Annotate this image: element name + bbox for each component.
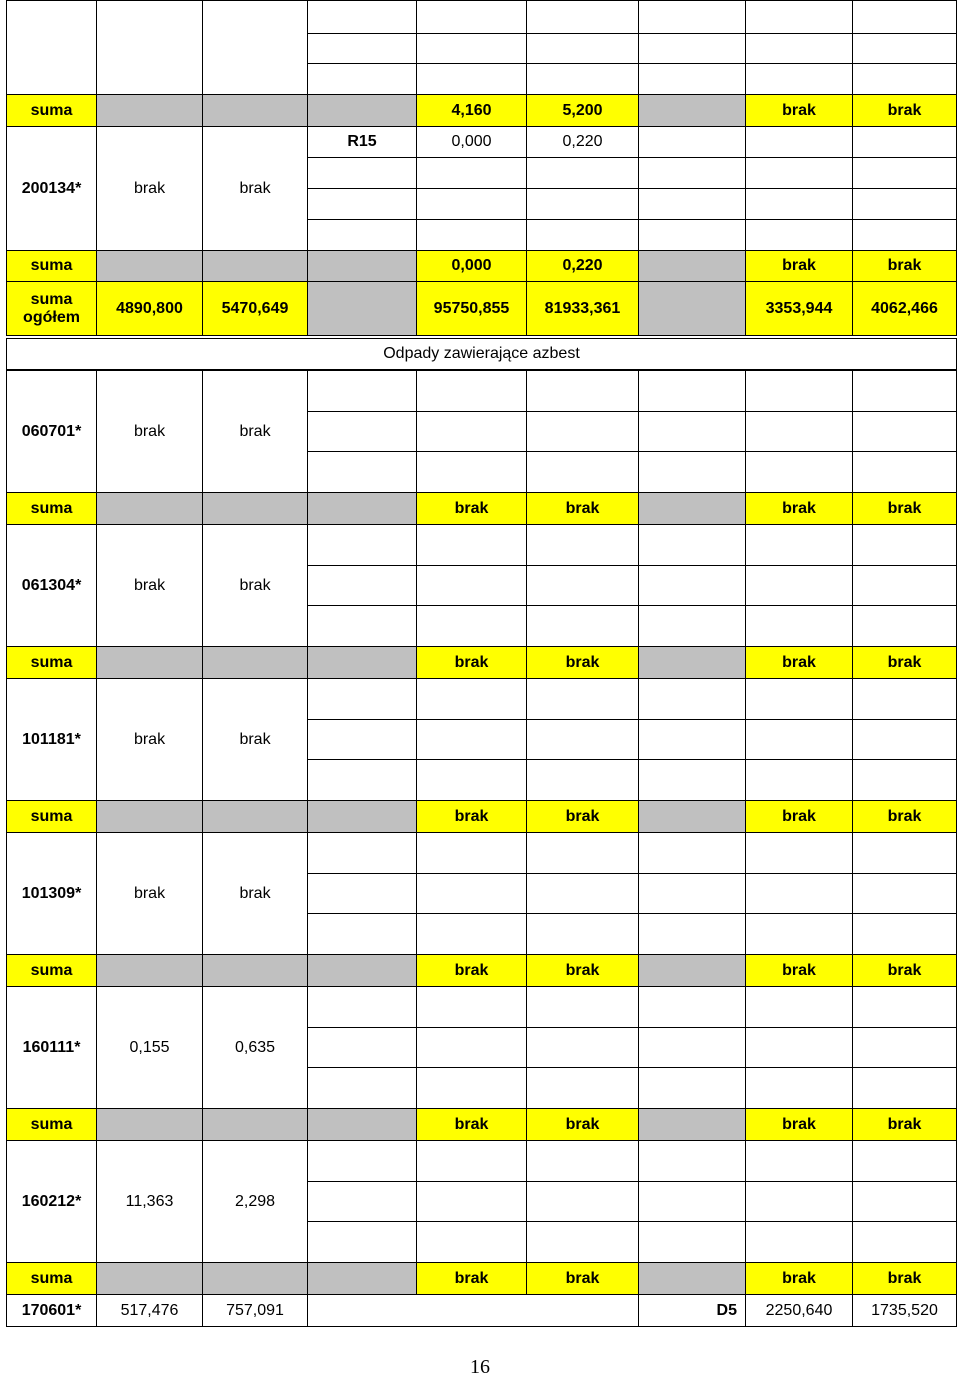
empty-cell bbox=[416, 219, 527, 251]
total-value: 3353,944 bbox=[745, 281, 853, 336]
empty-cell bbox=[307, 719, 417, 761]
value-a: brak bbox=[96, 126, 203, 251]
suma-value: brak bbox=[745, 1108, 853, 1141]
empty-cell bbox=[852, 126, 957, 158]
suma-label: suma bbox=[6, 1108, 97, 1141]
waste-code: 170601* bbox=[6, 1294, 97, 1327]
empty-cell bbox=[416, 188, 527, 220]
empty-cell bbox=[307, 188, 417, 220]
suma-value: brak bbox=[852, 954, 957, 987]
empty-cell bbox=[307, 219, 417, 251]
gray-cell bbox=[96, 1108, 203, 1141]
empty-cell bbox=[307, 986, 417, 1028]
gray-cell bbox=[202, 954, 308, 987]
empty-cell bbox=[416, 1140, 527, 1182]
suma-value: brak bbox=[416, 646, 527, 679]
suma-total-label: suma ogółem bbox=[6, 281, 97, 336]
empty-cell bbox=[416, 913, 527, 955]
suma-value: brak bbox=[852, 492, 957, 525]
gray-cell bbox=[96, 1262, 203, 1295]
suma-value: brak bbox=[745, 646, 853, 679]
empty-cell bbox=[307, 524, 417, 566]
suma-value: brak bbox=[526, 800, 639, 833]
empty-cell bbox=[307, 1027, 417, 1069]
empty-cell bbox=[745, 219, 853, 251]
value-b: brak bbox=[202, 126, 308, 251]
empty-cell bbox=[852, 565, 957, 607]
suma-value: 0,000 bbox=[416, 250, 527, 282]
waste-code: 101309* bbox=[6, 832, 97, 955]
suma-value: brak bbox=[745, 1262, 853, 1295]
gray-cell bbox=[638, 492, 746, 525]
empty-cell bbox=[745, 565, 853, 607]
suma-value: brak bbox=[416, 1262, 527, 1295]
gray-cell bbox=[638, 281, 746, 336]
empty-cell bbox=[307, 832, 417, 874]
empty-cell bbox=[526, 678, 639, 720]
section-title: Odpady zawierające azbest bbox=[6, 338, 957, 370]
empty-cell bbox=[638, 605, 746, 647]
gray-cell bbox=[96, 94, 203, 127]
value-a: 0,155 bbox=[96, 986, 203, 1109]
empty-cell bbox=[307, 605, 417, 647]
empty-cell bbox=[526, 1181, 639, 1223]
gray-cell bbox=[307, 281, 417, 336]
empty-cell bbox=[638, 219, 746, 251]
empty-cell bbox=[416, 370, 527, 412]
empty-cell bbox=[745, 1067, 853, 1109]
value-b: brak bbox=[202, 678, 308, 801]
empty-cell bbox=[638, 1140, 746, 1182]
empty-cell bbox=[745, 451, 853, 493]
gray-cell bbox=[307, 250, 417, 282]
empty-cell bbox=[638, 873, 746, 915]
empty-cell bbox=[638, 524, 746, 566]
empty-cell bbox=[416, 1181, 527, 1223]
gray-cell bbox=[307, 954, 417, 987]
empty-cell bbox=[307, 1140, 417, 1182]
empty-cell bbox=[416, 873, 527, 915]
process-code: D5 bbox=[638, 1294, 746, 1327]
empty-cell bbox=[307, 1067, 417, 1109]
empty-cell bbox=[745, 759, 853, 801]
empty-cell bbox=[638, 986, 746, 1028]
empty-cell bbox=[745, 411, 853, 453]
waste-code: 101181* bbox=[6, 678, 97, 801]
value: 0,220 bbox=[526, 126, 639, 158]
empty-cell bbox=[852, 1221, 957, 1263]
empty-cell bbox=[416, 719, 527, 761]
suma-value: brak bbox=[745, 800, 853, 833]
gray-cell bbox=[202, 646, 308, 679]
empty-cell bbox=[307, 1181, 417, 1223]
suma-label: suma bbox=[6, 492, 97, 525]
suma-value: 4,160 bbox=[416, 94, 527, 127]
empty-cell bbox=[307, 759, 417, 801]
gray-cell bbox=[638, 94, 746, 127]
gray-cell bbox=[638, 1108, 746, 1141]
value-b: 757,091 bbox=[202, 1294, 308, 1327]
empty-cell bbox=[638, 411, 746, 453]
empty-cell bbox=[745, 913, 853, 955]
gray-cell bbox=[307, 1262, 417, 1295]
empty-cell bbox=[745, 1181, 853, 1223]
empty-cell bbox=[852, 157, 957, 189]
empty-cell bbox=[852, 605, 957, 647]
gray-cell bbox=[638, 1262, 746, 1295]
empty-cell bbox=[526, 759, 639, 801]
gray-cell bbox=[202, 1108, 308, 1141]
suma-value: brak bbox=[526, 492, 639, 525]
suma-label: suma bbox=[6, 1262, 97, 1295]
gray-cell bbox=[96, 954, 203, 987]
total-value: 81933,361 bbox=[526, 281, 639, 336]
value-a: 11,363 bbox=[96, 1140, 203, 1263]
empty-cell bbox=[416, 33, 527, 64]
empty-cell bbox=[526, 451, 639, 493]
value: 2250,640 bbox=[745, 1294, 853, 1327]
gray-cell bbox=[202, 492, 308, 525]
waste-code: 061304* bbox=[6, 524, 97, 647]
empty-cell bbox=[745, 986, 853, 1028]
empty-cell bbox=[416, 1221, 527, 1263]
empty-cell bbox=[638, 126, 746, 158]
gray-cell bbox=[202, 250, 308, 282]
empty-cell bbox=[745, 157, 853, 189]
empty-cell bbox=[416, 759, 527, 801]
empty-cell bbox=[638, 188, 746, 220]
empty-cell bbox=[526, 370, 639, 412]
empty-cell bbox=[526, 873, 639, 915]
empty-cell bbox=[638, 33, 746, 64]
empty-cell bbox=[307, 370, 417, 412]
empty-cell bbox=[416, 832, 527, 874]
value-a: brak bbox=[96, 370, 203, 493]
page-number: 16 bbox=[470, 1356, 490, 1378]
total-value: 4890,800 bbox=[96, 281, 203, 336]
empty-cell bbox=[416, 451, 527, 493]
empty-cell bbox=[526, 219, 639, 251]
suma-value: 0,220 bbox=[526, 250, 639, 282]
empty-cell bbox=[526, 524, 639, 566]
gray-cell bbox=[307, 646, 417, 679]
empty-cell bbox=[852, 719, 957, 761]
empty-cell bbox=[416, 63, 527, 95]
empty-cell bbox=[638, 1221, 746, 1263]
empty-cell bbox=[852, 1027, 957, 1069]
waste-code: 160111* bbox=[6, 986, 97, 1109]
empty-cell bbox=[416, 1027, 527, 1069]
suma-value: brak bbox=[745, 492, 853, 525]
value-a: brak bbox=[96, 524, 203, 647]
empty-cell bbox=[307, 1221, 417, 1263]
empty-cell bbox=[416, 411, 527, 453]
empty-cell bbox=[638, 370, 746, 412]
gray-cell bbox=[638, 954, 746, 987]
empty-cell bbox=[745, 126, 853, 158]
empty-cell bbox=[745, 1221, 853, 1263]
suma-value: brak bbox=[852, 1108, 957, 1141]
gray-cell bbox=[202, 1262, 308, 1295]
empty-cell bbox=[526, 188, 639, 220]
value: 0,000 bbox=[416, 126, 527, 158]
value-b: 2,298 bbox=[202, 1140, 308, 1263]
empty-cell bbox=[852, 913, 957, 955]
empty-cell bbox=[745, 33, 853, 64]
empty-cell bbox=[638, 1181, 746, 1223]
empty-cell bbox=[852, 1181, 957, 1223]
value-b: brak bbox=[202, 524, 308, 647]
empty-cell bbox=[307, 873, 417, 915]
suma-label: suma bbox=[6, 800, 97, 833]
empty-cell bbox=[852, 63, 957, 95]
empty-cell bbox=[526, 1027, 639, 1069]
suma-value: brak bbox=[526, 646, 639, 679]
gray-cell bbox=[638, 800, 746, 833]
suma-label: suma bbox=[6, 94, 97, 127]
empty-cell bbox=[96, 0, 203, 95]
value: 1735,520 bbox=[852, 1294, 957, 1327]
empty-cell bbox=[852, 188, 957, 220]
empty-cell bbox=[745, 873, 853, 915]
empty-cell bbox=[307, 1294, 639, 1327]
value-b: 0,635 bbox=[202, 986, 308, 1109]
empty-cell bbox=[745, 605, 853, 647]
gray-cell bbox=[202, 94, 308, 127]
empty-cell bbox=[416, 605, 527, 647]
empty-cell bbox=[307, 451, 417, 493]
empty-cell bbox=[852, 832, 957, 874]
gray-cell bbox=[307, 94, 417, 127]
gray-cell bbox=[307, 492, 417, 525]
suma-value: brak bbox=[416, 492, 527, 525]
empty-cell bbox=[526, 913, 639, 955]
total-value: 5470,649 bbox=[202, 281, 308, 336]
empty-cell bbox=[745, 370, 853, 412]
empty-cell bbox=[526, 33, 639, 64]
waste-code: 200134* bbox=[6, 126, 97, 251]
gray-cell bbox=[96, 250, 203, 282]
suma-value: brak bbox=[416, 1108, 527, 1141]
empty-cell bbox=[852, 873, 957, 915]
empty-cell bbox=[745, 1027, 853, 1069]
empty-cell bbox=[526, 605, 639, 647]
empty-cell bbox=[852, 451, 957, 493]
empty-cell bbox=[745, 832, 853, 874]
empty-cell bbox=[416, 157, 527, 189]
process-code: R15 bbox=[307, 126, 417, 158]
empty-cell bbox=[745, 188, 853, 220]
empty-cell bbox=[852, 986, 957, 1028]
gray-cell bbox=[202, 800, 308, 833]
empty-cell bbox=[526, 1067, 639, 1109]
empty-cell bbox=[852, 370, 957, 412]
empty-cell bbox=[745, 524, 853, 566]
waste-code: 060701* bbox=[6, 370, 97, 493]
suma-label: suma bbox=[6, 954, 97, 987]
empty-cell bbox=[307, 678, 417, 720]
value-a: 517,476 bbox=[96, 1294, 203, 1327]
suma-label: suma bbox=[6, 250, 97, 282]
gray-cell bbox=[96, 800, 203, 833]
suma-value: brak bbox=[852, 1262, 957, 1295]
empty-cell bbox=[638, 832, 746, 874]
empty-cell bbox=[526, 719, 639, 761]
empty-cell bbox=[202, 0, 308, 95]
suma-label: suma bbox=[6, 646, 97, 679]
empty-cell bbox=[852, 219, 957, 251]
empty-cell bbox=[307, 565, 417, 607]
suma-value: brak bbox=[852, 800, 957, 833]
suma-value: brak bbox=[745, 250, 853, 282]
suma-value: brak bbox=[416, 800, 527, 833]
suma-value: brak bbox=[852, 250, 957, 282]
empty-cell bbox=[416, 524, 527, 566]
empty-cell bbox=[745, 678, 853, 720]
empty-cell bbox=[526, 565, 639, 607]
empty-cell bbox=[526, 986, 639, 1028]
empty-cell bbox=[526, 832, 639, 874]
gray-cell bbox=[96, 646, 203, 679]
empty-cell bbox=[416, 1067, 527, 1109]
empty-cell bbox=[638, 451, 746, 493]
empty-cell bbox=[745, 63, 853, 95]
empty-cell bbox=[307, 913, 417, 955]
suma-value: 5,200 bbox=[526, 94, 639, 127]
suma-value: brak bbox=[852, 94, 957, 127]
empty-cell bbox=[852, 1067, 957, 1109]
empty-cell bbox=[852, 759, 957, 801]
gray-cell bbox=[638, 646, 746, 679]
empty-cell bbox=[638, 565, 746, 607]
suma-value: brak bbox=[852, 646, 957, 679]
empty-cell bbox=[638, 63, 746, 95]
empty-cell bbox=[638, 678, 746, 720]
empty-cell bbox=[852, 678, 957, 720]
empty-cell bbox=[638, 1067, 746, 1109]
empty-cell bbox=[307, 411, 417, 453]
empty-cell bbox=[638, 719, 746, 761]
waste-code: 160212* bbox=[6, 1140, 97, 1263]
gray-cell bbox=[96, 492, 203, 525]
empty-cell bbox=[852, 524, 957, 566]
empty-cell bbox=[638, 759, 746, 801]
empty-cell bbox=[852, 411, 957, 453]
empty-cell bbox=[526, 411, 639, 453]
empty-cell bbox=[526, 1140, 639, 1182]
empty-cell bbox=[638, 157, 746, 189]
empty-cell bbox=[638, 913, 746, 955]
empty-cell bbox=[526, 157, 639, 189]
empty-cell bbox=[416, 986, 527, 1028]
suma-value: brak bbox=[745, 954, 853, 987]
empty-cell bbox=[852, 33, 957, 64]
suma-value: brak bbox=[745, 94, 853, 127]
suma-value: brak bbox=[526, 954, 639, 987]
empty-cell bbox=[307, 157, 417, 189]
total-value: 4062,466 bbox=[852, 281, 957, 336]
empty-cell bbox=[745, 1140, 853, 1182]
value-a: brak bbox=[96, 678, 203, 801]
gray-cell bbox=[307, 1108, 417, 1141]
empty-cell bbox=[307, 33, 417, 64]
gray-cell bbox=[638, 250, 746, 282]
suma-value: brak bbox=[526, 1108, 639, 1141]
empty-cell bbox=[416, 565, 527, 607]
empty-cell bbox=[307, 63, 417, 95]
suma-value: brak bbox=[526, 1262, 639, 1295]
gray-cell bbox=[307, 800, 417, 833]
empty-cell bbox=[638, 1027, 746, 1069]
empty-cell bbox=[526, 1221, 639, 1263]
value-b: brak bbox=[202, 832, 308, 955]
empty-cell bbox=[6, 0, 97, 95]
empty-cell bbox=[745, 719, 853, 761]
empty-cell bbox=[526, 63, 639, 95]
value-b: brak bbox=[202, 370, 308, 493]
suma-value: brak bbox=[416, 954, 527, 987]
empty-cell bbox=[852, 1140, 957, 1182]
value-a: brak bbox=[96, 832, 203, 955]
empty-cell bbox=[416, 678, 527, 720]
total-value: 95750,855 bbox=[416, 281, 527, 336]
